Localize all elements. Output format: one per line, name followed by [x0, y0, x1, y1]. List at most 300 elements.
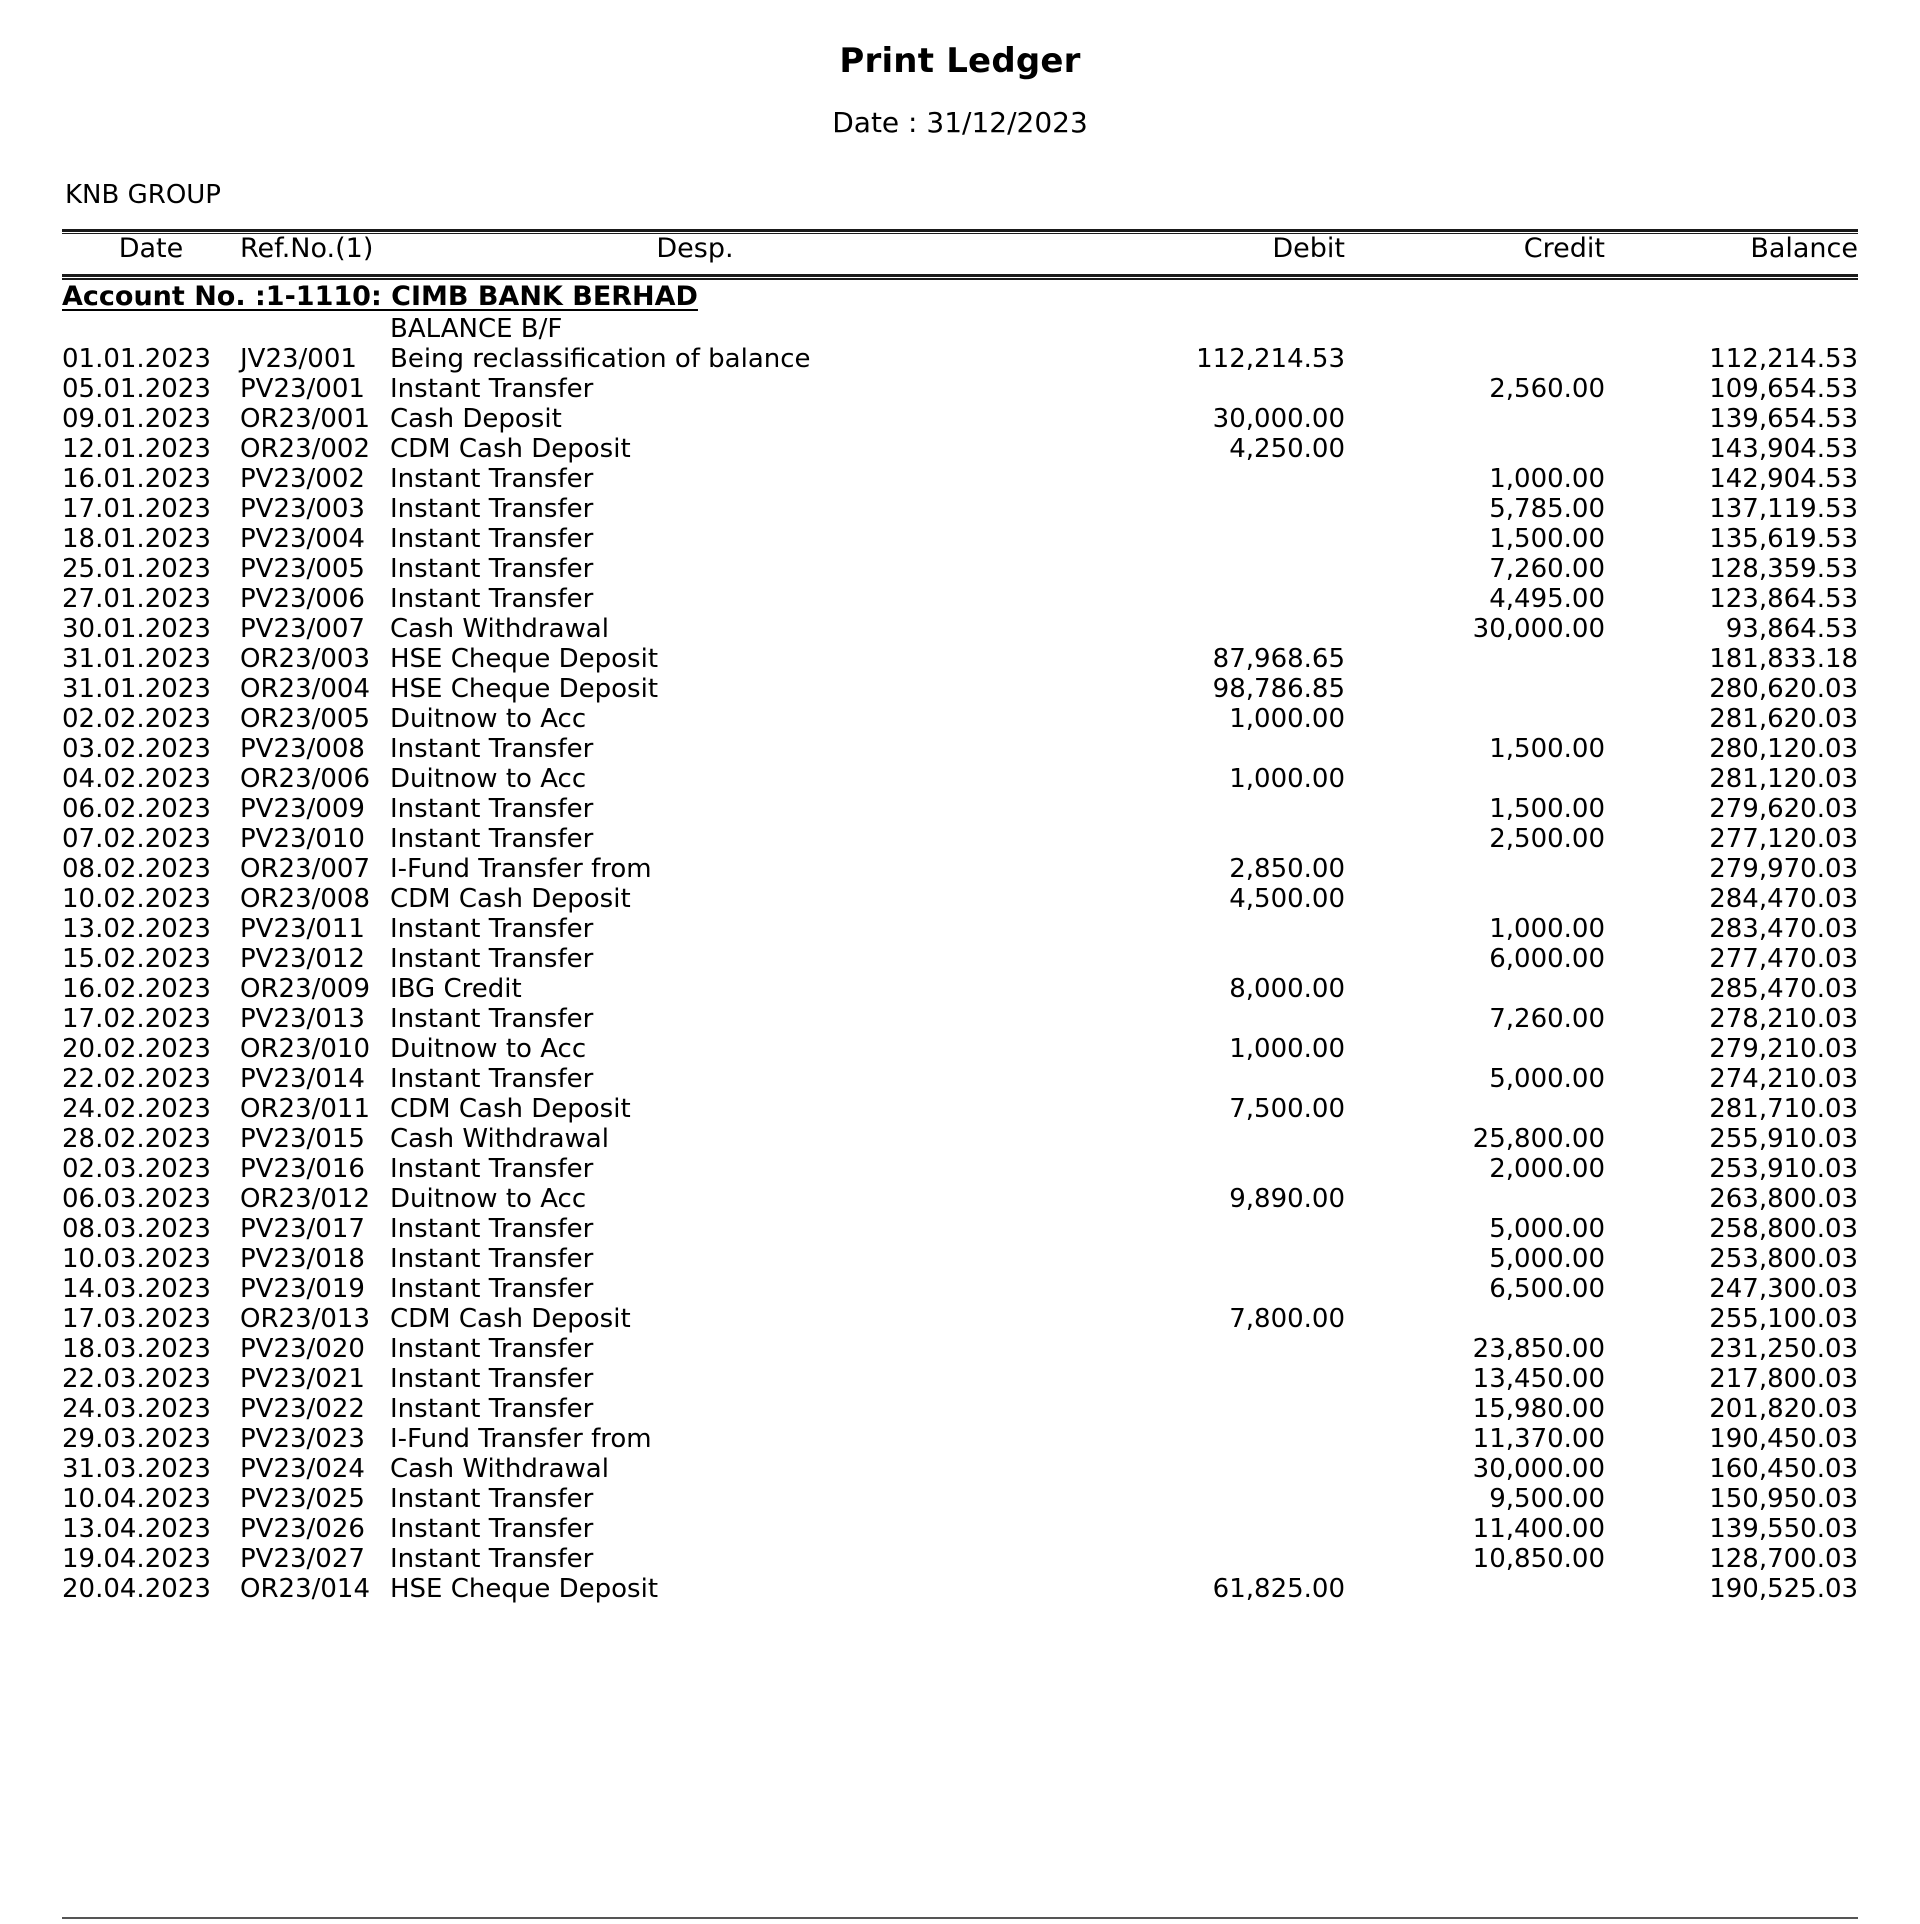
cell-debit: [1000, 464, 1345, 494]
cell-date: 14.03.2023: [62, 1274, 211, 1304]
table-body: [62, 280, 1858, 1604]
cell-credit: 6,500.00: [1489, 1274, 1605, 1304]
cell-date: 10.03.2023: [62, 1244, 211, 1274]
cell-credit: [1345, 884, 1605, 914]
cell-ref-no: PV23/006: [240, 584, 365, 614]
cell-balance: 190,450.03: [1709, 1424, 1859, 1454]
cell-credit: 6,000.00: [1489, 944, 1605, 974]
cell-desp: Cash Withdrawal: [390, 1454, 609, 1484]
cell-debit: [1000, 1064, 1345, 1094]
cell-balance: 181,833.18: [1709, 644, 1859, 674]
cell-debit: [1000, 1544, 1345, 1574]
table-row: [62, 1424, 1858, 1454]
table-row: [62, 1334, 1858, 1364]
cell-desp: Instant Transfer: [390, 1394, 594, 1424]
cell-debit: [1000, 914, 1345, 944]
table-row: [62, 1574, 1858, 1604]
cell-balance: 231,250.03: [1709, 1334, 1859, 1364]
cell-date: 15.02.2023: [62, 944, 211, 974]
cell-date: 12.01.2023: [62, 434, 211, 464]
cell-credit: [1345, 704, 1605, 734]
cell-credit: 2,560.00: [1489, 374, 1605, 404]
cell-credit: [1345, 404, 1605, 434]
opening-credit-cell: [1345, 314, 1605, 344]
cell-balance: 201,820.03: [1709, 1394, 1859, 1424]
cell-ref-no: PV23/021: [240, 1364, 365, 1394]
cell-desp: Instant Transfer: [390, 1364, 594, 1394]
cell-desp: CDM Cash Deposit: [390, 1094, 631, 1124]
cell-balance: 139,550.03: [1709, 1514, 1859, 1544]
cell-debit: 30,000.00: [1212, 404, 1345, 434]
cell-credit: [1345, 1574, 1605, 1604]
cell-ref-no: PV23/019: [240, 1274, 365, 1304]
cell-credit: 2,000.00: [1489, 1154, 1605, 1184]
cell-balance: 128,359.53: [1709, 554, 1859, 584]
ledger-table: [62, 234, 1858, 264]
cell-date: 24.03.2023: [62, 1394, 211, 1424]
cell-credit: [1345, 974, 1605, 1004]
cell-credit: 11,370.00: [1472, 1424, 1605, 1454]
cell-date: 01.01.2023: [62, 344, 211, 374]
cell-date: 06.03.2023: [62, 1184, 211, 1214]
cell-desp: Instant Transfer: [390, 374, 594, 404]
cell-debit: [1000, 1244, 1345, 1274]
cell-balance: 143,904.53: [1709, 434, 1859, 464]
cell-date: 04.02.2023: [62, 764, 211, 794]
cell-balance: 255,910.03: [1709, 1124, 1859, 1154]
table-row: [62, 1064, 1858, 1094]
cell-date: 10.04.2023: [62, 1484, 211, 1514]
company-name: KNB GROUP: [65, 180, 221, 210]
column-header-ref-no: Ref.No.(1): [240, 233, 374, 264]
cell-debit: [1000, 1454, 1345, 1484]
cell-balance: 190,525.03: [1709, 1574, 1859, 1604]
cell-date: 30.01.2023: [62, 614, 211, 644]
report-date: Date : 31/12/2023: [832, 106, 1088, 139]
table-row: [62, 1364, 1858, 1394]
cell-balance: 128,700.03: [1709, 1544, 1859, 1574]
cell-ref-no: OR23/001: [240, 404, 370, 434]
cell-balance: 139,654.53: [1709, 404, 1859, 434]
cell-credit: 1,500.00: [1489, 734, 1605, 764]
cell-credit: [1345, 1094, 1605, 1124]
cell-debit: [1000, 1124, 1345, 1154]
table-row: [62, 1484, 1858, 1514]
cell-desp: HSE Cheque Deposit: [390, 674, 659, 704]
cell-desp: Instant Transfer: [390, 1544, 594, 1574]
cell-ref-no: OR23/008: [240, 884, 370, 914]
cell-debit: 7,800.00: [1229, 1304, 1345, 1334]
cell-debit: 61,825.00: [1212, 1574, 1345, 1604]
opening-balance-cell: [1605, 314, 1858, 344]
cell-balance: 285,470.03: [1709, 974, 1859, 1004]
cell-date: 18.01.2023: [62, 524, 211, 554]
cell-debit: 9,890.00: [1229, 1184, 1345, 1214]
cell-desp: Instant Transfer: [390, 944, 594, 974]
cell-date: 20.02.2023: [62, 1034, 211, 1064]
cell-debit: [1000, 524, 1345, 554]
cell-ref-no: PV23/011: [240, 914, 365, 944]
cell-date: 06.02.2023: [62, 794, 211, 824]
cell-ref-no: PV23/027: [240, 1544, 365, 1574]
cell-date: 02.03.2023: [62, 1154, 211, 1184]
cell-date: 24.02.2023: [62, 1094, 211, 1124]
cell-desp: Instant Transfer: [390, 1004, 594, 1034]
cell-date: 25.01.2023: [62, 554, 211, 584]
cell-ref-no: OR23/004: [240, 674, 370, 704]
cell-balance: 112,214.53: [1709, 344, 1859, 374]
cell-ref-no: PV23/018: [240, 1244, 365, 1274]
cell-desp: Cash Deposit: [390, 404, 562, 434]
cell-balance: 263,800.03: [1709, 1184, 1859, 1214]
cell-debit: [1000, 1484, 1345, 1514]
cell-desp: Cash Withdrawal: [390, 614, 609, 644]
cell-desp: Instant Transfer: [390, 734, 594, 764]
cell-balance: 217,800.03: [1709, 1364, 1859, 1394]
account-header-cell: [62, 280, 1858, 314]
cell-debit: [1000, 944, 1345, 974]
cell-debit: 112,214.53: [1196, 344, 1345, 374]
table-row: [62, 794, 1858, 824]
cell-ref-no: JV23/001: [240, 344, 357, 374]
cell-desp: Duitnow to Acc: [390, 704, 587, 734]
table-row: [62, 944, 1858, 974]
cell-credit: [1345, 434, 1605, 464]
cell-credit: 7,260.00: [1489, 1004, 1605, 1034]
cell-desp: CDM Cash Deposit: [390, 1304, 631, 1334]
column-header-credit: Credit: [1523, 233, 1605, 264]
cell-date: 09.01.2023: [62, 404, 211, 434]
table-row: [62, 434, 1858, 464]
cell-ref-no: PV23/010: [240, 824, 365, 854]
opening-ref-cell: [240, 314, 390, 344]
cell-date: 27.01.2023: [62, 584, 211, 614]
cell-ref-no: PV23/001: [240, 374, 365, 404]
cell-ref-no: PV23/015: [240, 1124, 365, 1154]
table-row: [62, 974, 1858, 1004]
cell-credit: 1,000.00: [1489, 464, 1605, 494]
cell-ref-no: OR23/011: [240, 1094, 370, 1124]
cell-desp: Duitnow to Acc: [390, 1034, 587, 1064]
cell-balance: 142,904.53: [1709, 464, 1859, 494]
cell-credit: 13,450.00: [1472, 1364, 1605, 1394]
cell-credit: 10,850.00: [1472, 1544, 1605, 1574]
cell-balance: 258,800.03: [1709, 1214, 1859, 1244]
cell-date: 22.03.2023: [62, 1364, 211, 1394]
cell-credit: 11,400.00: [1472, 1514, 1605, 1544]
cell-debit: [1000, 824, 1345, 854]
cell-credit: 30,000.00: [1472, 614, 1605, 644]
cell-date: 28.02.2023: [62, 1124, 211, 1154]
column-header-desp: Desp.: [656, 233, 734, 264]
cell-credit: [1345, 1304, 1605, 1334]
cell-ref-no: PV23/020: [240, 1334, 365, 1364]
cell-balance: 279,620.03: [1709, 794, 1859, 824]
cell-date: 29.03.2023: [62, 1424, 211, 1454]
cell-debit: [1000, 614, 1345, 644]
cell-ref-no: PV23/002: [240, 464, 365, 494]
cell-desp: HSE Cheque Deposit: [390, 1574, 659, 1604]
cell-balance: 281,120.03: [1709, 764, 1859, 794]
cell-ref-no: OR23/012: [240, 1184, 370, 1214]
cell-debit: 7,500.00: [1229, 1094, 1345, 1124]
cell-balance: 160,450.03: [1709, 1454, 1859, 1484]
table-row: [62, 1394, 1858, 1424]
cell-date: 07.02.2023: [62, 824, 211, 854]
table-header-row: [62, 234, 1858, 264]
cell-debit: [1000, 494, 1345, 524]
cell-debit: [1000, 1514, 1345, 1544]
cell-ref-no: PV23/005: [240, 554, 365, 584]
cell-ref-no: OR23/007: [240, 854, 370, 884]
column-header-debit: Debit: [1272, 233, 1345, 264]
cell-desp: Instant Transfer: [390, 494, 594, 524]
table-row: [62, 1124, 1858, 1154]
cell-balance: 93,864.53: [1725, 614, 1859, 644]
cell-desp: Instant Transfer: [390, 1484, 594, 1514]
account-header-label: Account No. :1-1110: CIMB BANK BERHAD: [62, 281, 698, 312]
cell-credit: 15,980.00: [1472, 1394, 1605, 1424]
account-header-row: [62, 280, 1858, 314]
table-row: [62, 734, 1858, 764]
cell-desp: Instant Transfer: [390, 1514, 594, 1544]
cell-credit: 5,000.00: [1489, 1244, 1605, 1274]
cell-balance: 274,210.03: [1709, 1064, 1859, 1094]
table-row: [62, 1184, 1858, 1214]
table-row: [62, 1154, 1858, 1184]
opening-date-cell: [62, 314, 240, 344]
cell-credit: 1,500.00: [1489, 524, 1605, 554]
page-title: Print Ledger: [839, 41, 1081, 81]
cell-desp: CDM Cash Deposit: [390, 434, 631, 464]
cell-debit: 4,500.00: [1229, 884, 1345, 914]
cell-debit: 1,000.00: [1229, 764, 1345, 794]
opening-balance-row: [62, 314, 1858, 344]
cell-debit: 2,850.00: [1229, 854, 1345, 884]
cell-date: 08.03.2023: [62, 1214, 211, 1244]
cell-debit: [1000, 1364, 1345, 1394]
cell-ref-no: PV23/009: [240, 794, 365, 824]
cell-desp: Duitnow to Acc: [390, 764, 587, 794]
table-row: [62, 1514, 1858, 1544]
cell-desp: Instant Transfer: [390, 464, 594, 494]
cell-balance: 123,864.53: [1709, 584, 1859, 614]
cell-date: 22.02.2023: [62, 1064, 211, 1094]
cell-ref-no: PV23/004: [240, 524, 365, 554]
cell-balance: 283,470.03: [1709, 914, 1859, 944]
cell-ref-no: OR23/005: [240, 704, 370, 734]
cell-debit: [1000, 1274, 1345, 1304]
cell-credit: 1,000.00: [1489, 914, 1605, 944]
cell-desp: Instant Transfer: [390, 1064, 594, 1094]
cell-date: 16.02.2023: [62, 974, 211, 1004]
cell-debit: [1000, 1394, 1345, 1424]
cell-date: 17.01.2023: [62, 494, 211, 524]
cell-date: 17.02.2023: [62, 1004, 211, 1034]
cell-date: 20.04.2023: [62, 1574, 211, 1604]
cell-desp: Instant Transfer: [390, 1154, 594, 1184]
ledger-body-table: [62, 280, 1858, 1604]
cell-ref-no: PV23/025: [240, 1484, 365, 1514]
cell-ref-no: PV23/022: [240, 1394, 365, 1424]
cell-credit: 30,000.00: [1472, 1454, 1605, 1484]
cell-credit: [1345, 1034, 1605, 1064]
cell-credit: 2,500.00: [1489, 824, 1605, 854]
cell-ref-no: OR23/003: [240, 644, 370, 674]
cell-credit: [1345, 764, 1605, 794]
cell-balance: 279,210.03: [1709, 1034, 1859, 1064]
table-row: [62, 764, 1858, 794]
cell-desp: Instant Transfer: [390, 584, 594, 614]
table-row: [62, 1304, 1858, 1334]
cell-ref-no: PV23/012: [240, 944, 365, 974]
cell-credit: [1345, 854, 1605, 884]
cell-desp: I-Fund Transfer from: [390, 1424, 652, 1454]
cell-date: 31.01.2023: [62, 674, 211, 704]
cell-debit: [1000, 584, 1345, 614]
table-row: [62, 554, 1858, 584]
cell-credit: 5,785.00: [1489, 494, 1605, 524]
column-header-balance: Balance: [1750, 233, 1858, 264]
cell-date: 03.02.2023: [62, 734, 211, 764]
table-row: [62, 494, 1858, 524]
footer-rule: [62, 1917, 1858, 1922]
cell-debit: 98,786.85: [1212, 674, 1345, 704]
table-row: [62, 464, 1858, 494]
cell-credit: 4,495.00: [1489, 584, 1605, 614]
cell-desp: HSE Cheque Deposit: [390, 644, 659, 674]
cell-desp: Instant Transfer: [390, 794, 594, 824]
cell-ref-no: OR23/013: [240, 1304, 370, 1334]
cell-date: 17.03.2023: [62, 1304, 211, 1334]
cell-desp: Instant Transfer: [390, 1244, 594, 1274]
cell-date: 05.01.2023: [62, 374, 211, 404]
cell-debit: 1,000.00: [1229, 1034, 1345, 1064]
cell-desp: Instant Transfer: [390, 1214, 594, 1244]
cell-date: 31.01.2023: [62, 644, 211, 674]
cell-balance: 278,210.03: [1709, 1004, 1859, 1034]
cell-desp: CDM Cash Deposit: [390, 884, 631, 914]
table-row: [62, 854, 1858, 884]
table-row: [62, 914, 1858, 944]
cell-credit: 9,500.00: [1489, 1484, 1605, 1514]
cell-balance: 253,910.03: [1709, 1154, 1859, 1184]
cell-ref-no: PV23/014: [240, 1064, 365, 1094]
cell-balance: 253,800.03: [1709, 1244, 1859, 1274]
cell-credit: 1,500.00: [1489, 794, 1605, 824]
table-row: [62, 584, 1858, 614]
table-row: [62, 1544, 1858, 1574]
cell-ref-no: OR23/014: [240, 1574, 370, 1604]
table-row: [62, 1454, 1858, 1484]
cell-debit: [1000, 374, 1345, 404]
cell-credit: 5,000.00: [1489, 1064, 1605, 1094]
cell-balance: 280,120.03: [1709, 734, 1859, 764]
table-row: [62, 1244, 1858, 1274]
cell-balance: 281,620.03: [1709, 704, 1859, 734]
cell-debit: [1000, 1424, 1345, 1454]
table-row: [62, 404, 1858, 434]
table-row: [62, 1004, 1858, 1034]
cell-debit: [1000, 1214, 1345, 1244]
cell-date: 08.02.2023: [62, 854, 211, 884]
cell-debit: [1000, 554, 1345, 584]
cell-balance: 281,710.03: [1709, 1094, 1859, 1124]
table-row: [62, 704, 1858, 734]
cell-date: 19.04.2023: [62, 1544, 211, 1574]
cell-credit: [1345, 644, 1605, 674]
table-row: [62, 1274, 1858, 1304]
cell-ref-no: OR23/010: [240, 1034, 370, 1064]
cell-balance: 247,300.03: [1709, 1274, 1859, 1304]
cell-desp: Instant Transfer: [390, 914, 594, 944]
table-row: [62, 644, 1858, 674]
table-row: [62, 1094, 1858, 1124]
cell-balance: 137,119.53: [1709, 494, 1859, 524]
cell-ref-no: OR23/009: [240, 974, 370, 1004]
cell-desp: Instant Transfer: [390, 524, 594, 554]
cell-desp: I-Fund Transfer from: [390, 854, 652, 884]
cell-date: 13.04.2023: [62, 1514, 211, 1544]
cell-date: 02.02.2023: [62, 704, 211, 734]
cell-credit: 7,260.00: [1489, 554, 1605, 584]
cell-ref-no: PV23/007: [240, 614, 365, 644]
cell-ref-no: PV23/024: [240, 1454, 365, 1484]
cell-desp: Instant Transfer: [390, 554, 594, 584]
cell-balance: 150,950.03: [1709, 1484, 1859, 1514]
cell-credit: 25,800.00: [1472, 1124, 1605, 1154]
cell-balance: 284,470.03: [1709, 884, 1859, 914]
table-row: [62, 524, 1858, 554]
cell-date: 16.01.2023: [62, 464, 211, 494]
cell-debit: 8,000.00: [1229, 974, 1345, 1004]
cell-debit: [1000, 1154, 1345, 1184]
cell-desp: IBG Credit: [390, 974, 522, 1004]
cell-debit: [1000, 1334, 1345, 1364]
cell-balance: 280,620.03: [1709, 674, 1859, 704]
cell-ref-no: PV23/023: [240, 1424, 365, 1454]
cell-ref-no: PV23/003: [240, 494, 365, 524]
cell-debit: [1000, 734, 1345, 764]
cell-ref-no: OR23/002: [240, 434, 370, 464]
table-header: [62, 234, 1858, 264]
cell-balance: 255,100.03: [1709, 1304, 1859, 1334]
table-row: [62, 674, 1858, 704]
cell-credit: [1345, 1184, 1605, 1214]
cell-desp: Cash Withdrawal: [390, 1124, 609, 1154]
cell-debit: [1000, 1004, 1345, 1034]
opening-balance-label: BALANCE B/F: [390, 314, 563, 344]
cell-desp: Duitnow to Acc: [390, 1184, 587, 1214]
cell-debit: 87,968.65: [1212, 644, 1345, 674]
table-row: [62, 1214, 1858, 1244]
cell-date: 13.02.2023: [62, 914, 211, 944]
cell-balance: 277,470.03: [1709, 944, 1859, 974]
table-row: [62, 884, 1858, 914]
table-row: [62, 614, 1858, 644]
cell-ref-no: PV23/017: [240, 1214, 365, 1244]
cell-date: 31.03.2023: [62, 1454, 211, 1484]
table-row: [62, 1034, 1858, 1064]
cell-desp: Instant Transfer: [390, 1334, 594, 1364]
column-header-date: Date: [118, 233, 184, 264]
cell-credit: [1345, 674, 1605, 704]
cell-ref-no: PV23/013: [240, 1004, 365, 1034]
table-row: [62, 374, 1858, 404]
cell-date: 18.03.2023: [62, 1334, 211, 1364]
cell-date: 10.02.2023: [62, 884, 211, 914]
cell-balance: 135,619.53: [1709, 524, 1859, 554]
